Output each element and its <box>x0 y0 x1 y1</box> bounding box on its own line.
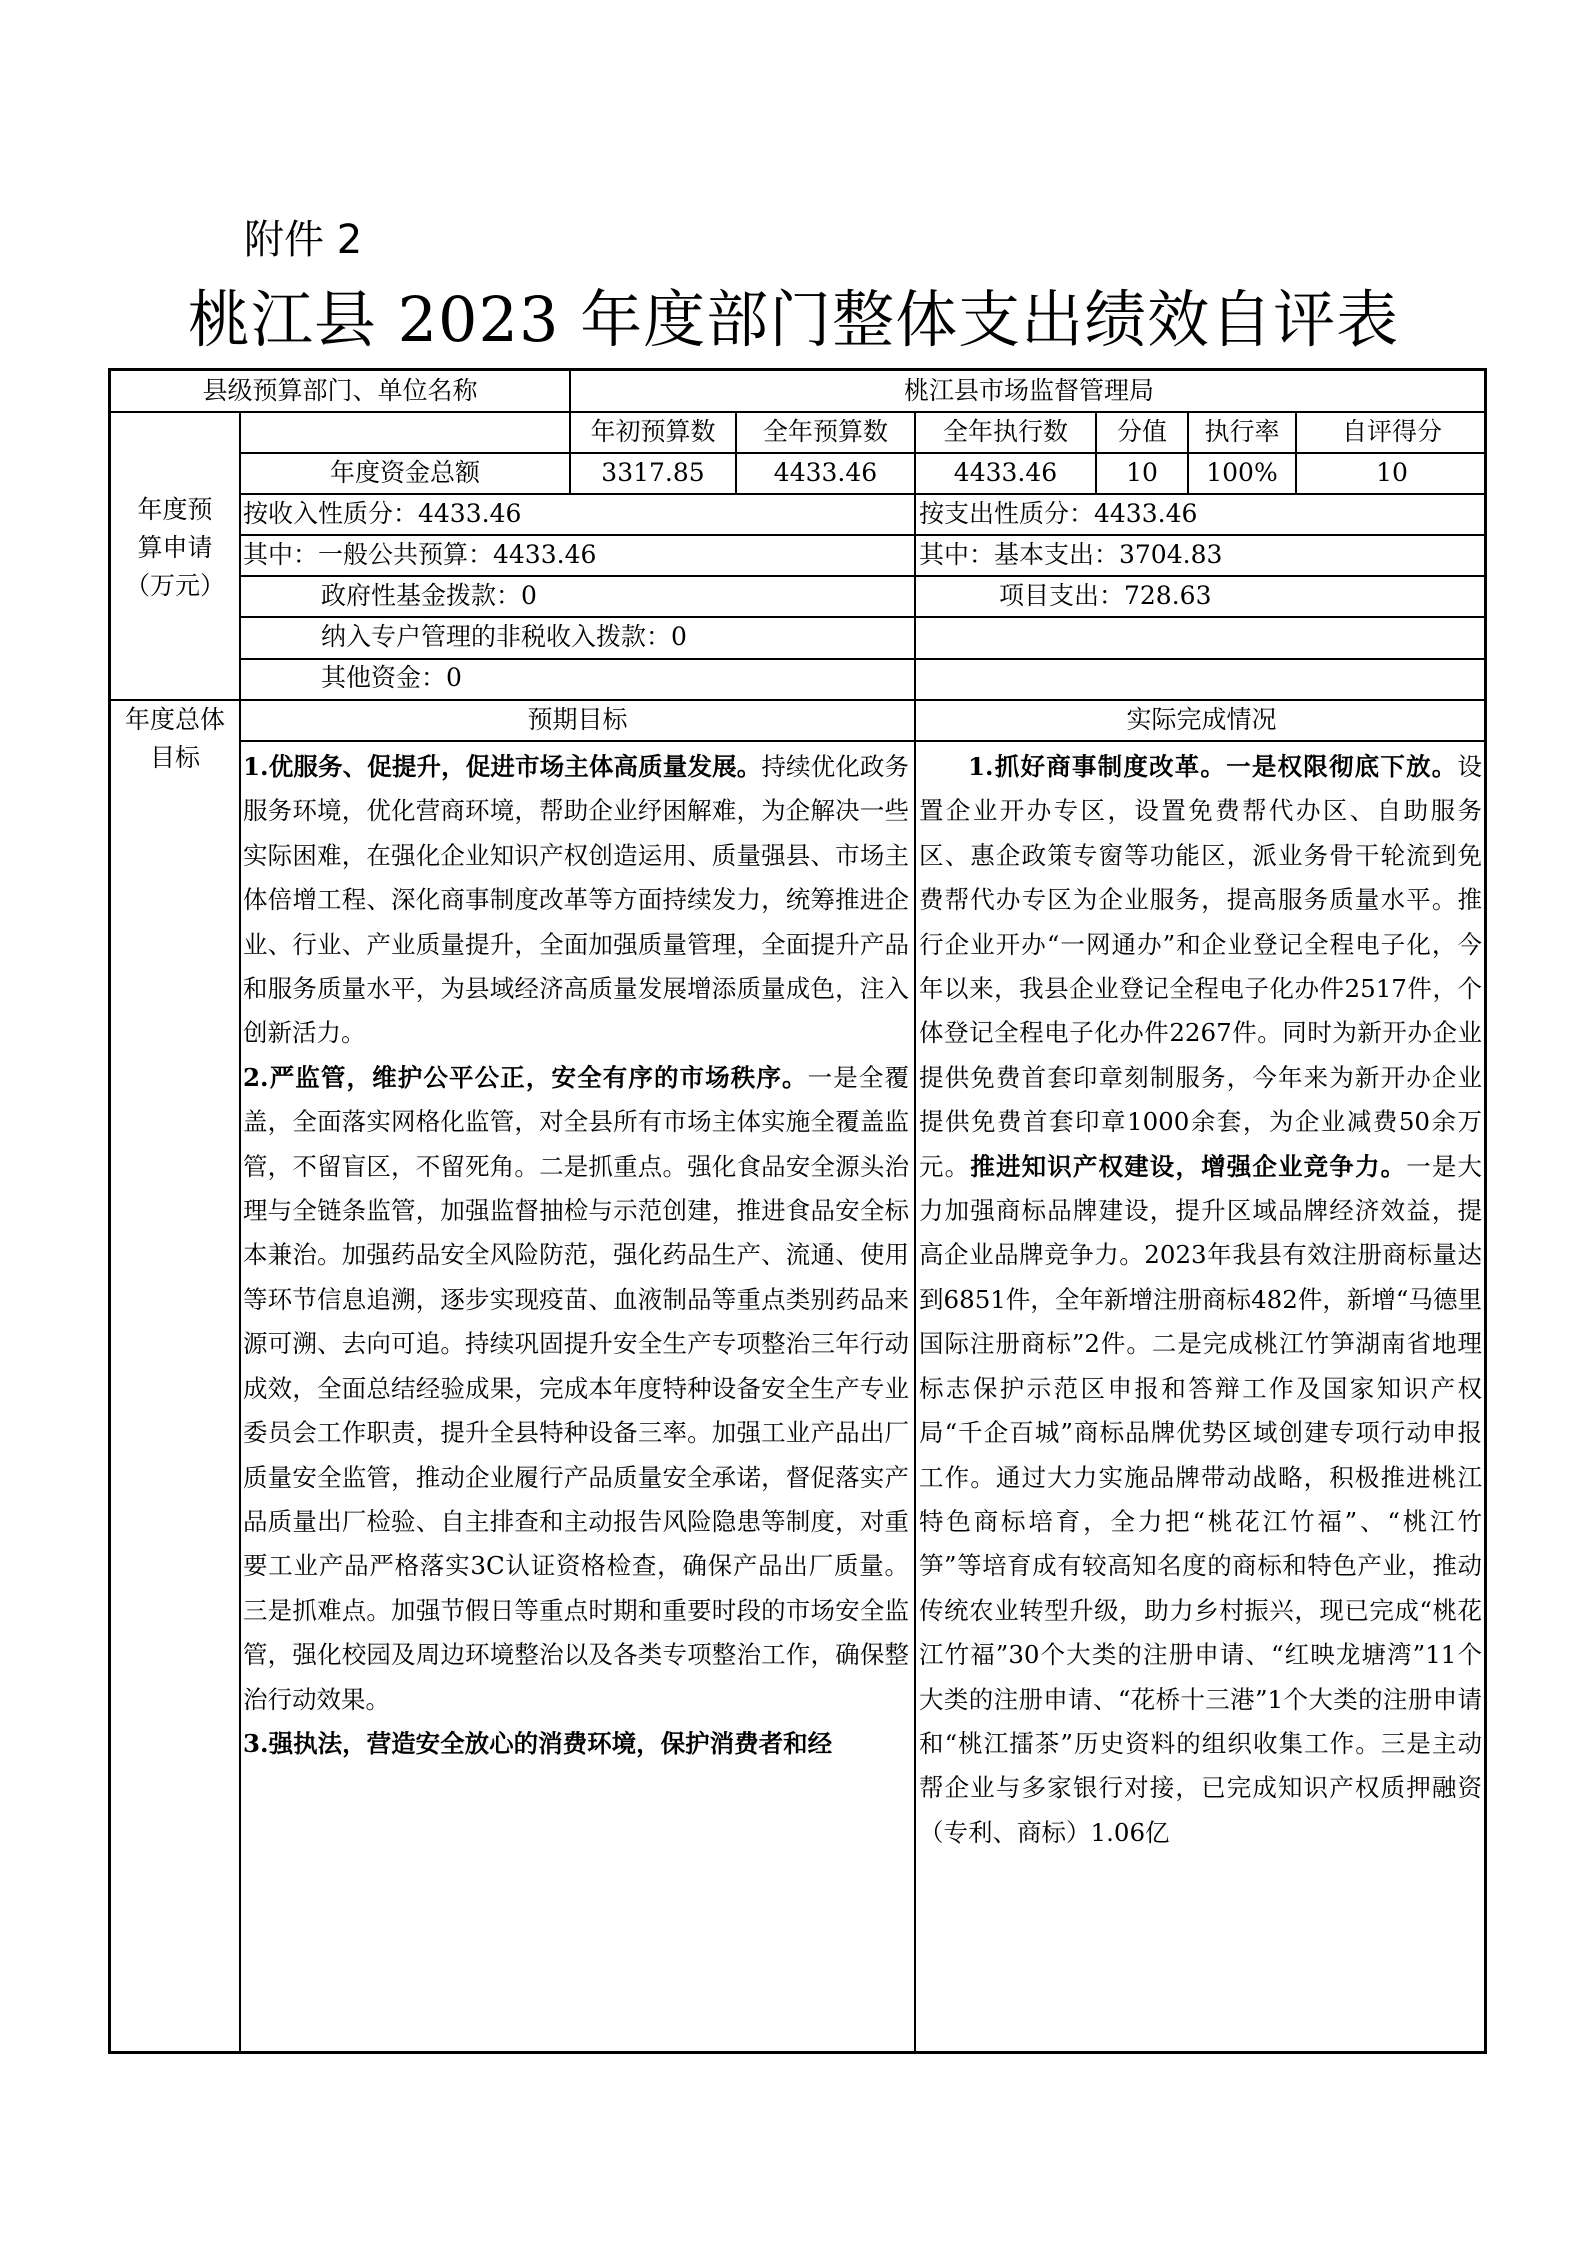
expected-goals-text <box>243 745 909 1766</box>
total-funds-label: 年度资金总额 <box>329 458 480 487</box>
expected-goal-item: 1.优服务、促提升，促进市场主体高质量发展。持续优化政务服务环境，优化营商环境，帮助企业纾困解难，为企解决一些实际困难，在强化企业知识产权创造运用、质量强县、市场主体倍增工程、深化商事制度改革等方面持续发力，统筹推进企业、行业、产业质量提升，全面加强质量管理，全面提升产品和服务质量水平，为县域经济高质量发展增添质量成色，注入创新活力。 <box>243 752 910 1048</box>
page-title: 桃江县 2023 年度部门整体支出绩效自评表 <box>187 283 1400 356</box>
actual-completion-header: 实际完成情况 <box>1126 705 1277 734</box>
total-execution-rate: 100% <box>1206 458 1278 487</box>
project-expenditure: 项目支出：728.63 <box>999 581 1212 610</box>
col-header-annual-execution: 全年执行数 <box>942 417 1068 446</box>
unit-label: 县级预算部门、单位名称 <box>202 376 478 405</box>
total-annual-execution: 4433.46 <box>953 458 1058 487</box>
by-income-nature: 按收入性质分：4433.46 <box>243 499 522 528</box>
expected-goal-item: 3.强执法，营造安全放心的消费环境，保护消费者和经 <box>243 1728 833 1758</box>
col-header-annual-budget: 全年预算数 <box>762 417 888 446</box>
government-fund-allocation: 政府性基金拨款：0 <box>321 581 537 610</box>
basic-expenditure: 其中：基本支出：3704.83 <box>919 540 1223 569</box>
expected-goal-item: 2.严监管，维护公平公正，安全有序的市场秩序。一是全覆盖，全面落实网格化监管，对全县所有市场主体实施全覆盖监管，不留盲区，不留死角。二是抓重点。强化食品安全源头治理与全链条监管，加强监督抽检与示范创建，推进食品安全标本兼治。加强药品安全风险防范，强化药品生产、流通、使用等环节信息追溯，逐步实现疫苗、血液制品等重点类别药品来源可溯、去向可追。持续巩固提升安全生产专项整治三年行动成效，全面总结经验成果，完成本年度特种设备安全生产专业委员会工作职责，提升全县特种设备三率。加强工业产品出厂质量安全监管，推动企业履行产品质量安全承诺，督促落实产品质量出厂检验、自主排查和主动报告风险隐患等制度，对重要工业产品严格落实3C认证资格检查，确保产品出厂质量。三是抓难点。加强节假日等重点时期和重要时段的市场安全监管，强化校园及周边环境整治以及各类专项整治工作，确保整治行动效果。 <box>243 1062 910 1714</box>
col-header-execution-rate: 执行率 <box>1204 417 1280 446</box>
budget-label-line: 年度预 <box>137 495 213 524</box>
budget-label-line: （万元） <box>124 571 225 600</box>
total-annual-budget: 4433.46 <box>773 458 878 487</box>
attachment-label: 附件 2 <box>244 217 363 263</box>
goals-label-line: 目标 <box>149 743 200 772</box>
budget-label-line: 算申请 <box>137 533 213 562</box>
non-tax-revenue-allocation: 纳入专户管理的非税收入拨款：0 <box>321 622 687 651</box>
row-divider <box>241 740 1484 742</box>
total-initial-budget: 3317.85 <box>601 458 705 487</box>
actual-completion-item: 1.抓好商事制度改革。一是权限彻底下放。设置企业开办专区，设置免费帮代办区、自助服务区、惠企政策专窗等功能区，派业务骨干轮流到免费帮代办专区为企业服务，提高服务质量水平。推行企业开办“一网通办”和企业登记全程电子化，今年以来，我县企业登记全程电子化办件2517件，个体登记全程电子化办件2267件。同时为新开办企业提供免费首套印章刻制服务，今年来为新开办企业提供免费首套印章1000余套，为企业减费50余万元。推进知识产权建设，增强企业竞争力。一是大力加强商标品牌建设，提升区域品牌经济效益，提高企业品牌竞争力。2023年我县有效注册商标量达到6851件，全年新增注册商标482件，新增“马德里国际注册商标”2件。二是完成桃江竹笋湖南省地理标志保护示范区申报和答辩工作及国家知识产权局“千企百城”商标品牌优势区域创建专项行动申报工作。通过大力实施品牌带动战略，积极推进桃江特色商标培育，全力把“桃花江竹福”、“桃江竹笋”等培育成有较高知名度的商标和特色产业，推动传统农业转型升级，助力乡村振兴，现已完成“桃花江竹福”30个大类的注册申请、“红映龙塘湾”11个大类的注册申请、“花桥十三港”1个大类的注册申请和“桃江擂茶”历史资料的组织收集工作。三是主动帮企业与多家银行对接，已完成知识产权质押融资（专利、商标）1.06亿 <box>919 752 1483 1847</box>
goals-label-line: 年度总体 <box>124 705 225 734</box>
annual-goals-label <box>111 701 239 777</box>
evaluation-table <box>108 368 1487 2054</box>
col-divider <box>914 411 916 2051</box>
col-header-self-score: 自评得分 <box>1341 417 1442 446</box>
unit-value: 桃江县市场监督管理局 <box>903 376 1154 405</box>
total-self-score: 10 <box>1376 458 1408 487</box>
general-public-budget: 其中：一般公共预算：4433.46 <box>243 540 597 569</box>
total-score-value: 10 <box>1126 458 1158 487</box>
budget-application-label <box>111 491 239 605</box>
col-divider <box>239 411 241 2051</box>
col-header-initial-budget: 年初预算数 <box>590 417 716 446</box>
actual-completion-text <box>919 745 1482 1855</box>
other-funds: 其他资金：0 <box>321 663 462 692</box>
col-header-score-value: 分值 <box>1116 417 1167 446</box>
expected-goals-header: 预期目标 <box>527 705 628 734</box>
by-expense-nature: 按支出性质分：4433.46 <box>919 499 1198 528</box>
